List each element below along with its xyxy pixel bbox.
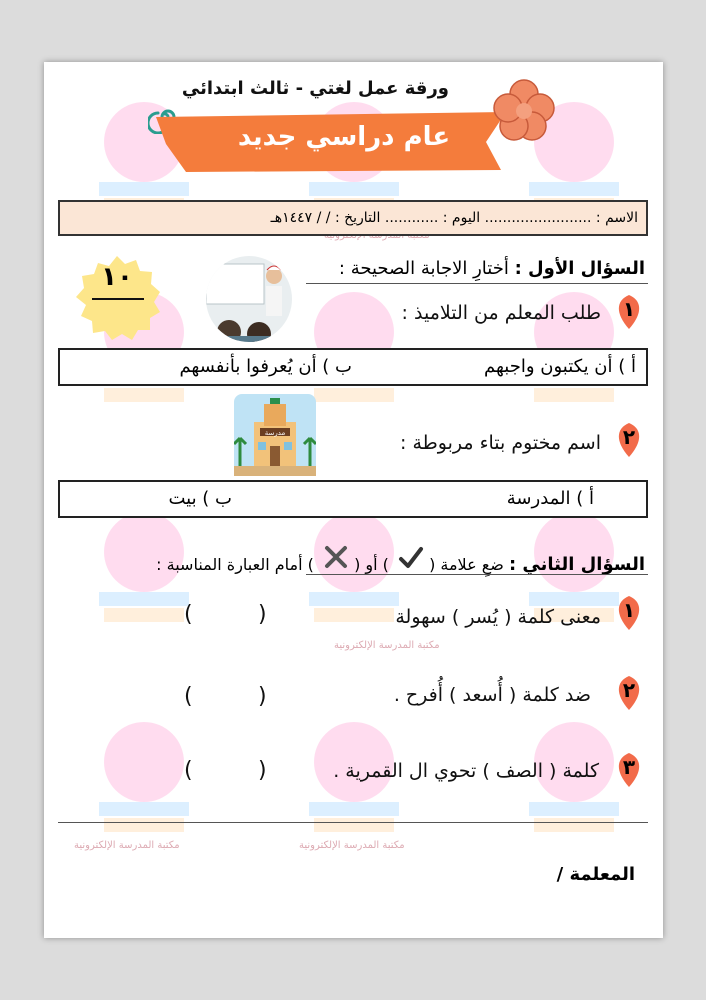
q2-item2-answer-open-paren[interactable]: ) (258, 684, 267, 709)
q1-item1-option-a[interactable]: أ ) أن يكتبون واجبهم (484, 356, 636, 377)
q2-item3-number: ٣ (622, 755, 636, 779)
watermark-books-icon (294, 502, 414, 652)
x-mark-icon (319, 544, 349, 574)
question1-header (339, 258, 645, 279)
worksheet-title: ورقة عمل لغتي - ثالث ابتدائي (181, 78, 449, 99)
question2-header (156, 544, 645, 575)
q2-item2-number: ٢ (622, 678, 636, 702)
score-value: ١٠ (101, 262, 133, 292)
question1-label: السؤال الأول : (514, 258, 645, 279)
q1-item2-option-a[interactable]: أ ) المدرسة (506, 488, 594, 509)
q2-item1-answer-close-paren: ( (184, 602, 193, 627)
q1-item2-number: ٢ (622, 425, 636, 449)
question2-label: السؤال الثاني : (508, 554, 645, 575)
q1-item2-choices (58, 480, 648, 518)
q2-item3-answer-open-paren[interactable]: ) (258, 758, 267, 783)
watermark-text: مكتبة المدرسة الإلكترونية (74, 840, 180, 851)
q2-item2-answer-close-paren: ( (184, 684, 193, 709)
score-fraction-line (92, 298, 144, 300)
teacher-classroom-image (204, 256, 294, 342)
q2-item3-answer-close-paren: ( (184, 758, 193, 783)
worksheet-page (44, 62, 663, 938)
question2-instruction-part2: ) أو ( (354, 555, 389, 574)
q1-item2-option-b[interactable]: ب ) بيت (168, 488, 232, 509)
question2-instruction-part3: ) أمام العبارة المناسبة : (156, 555, 314, 574)
student-info-box[interactable]: الاسم : ........................ اليوم : ............ التاريخ : / / ١٤٤٧هـ (58, 200, 648, 236)
q2-item2-text: ضد كلمة ( أُسعد ) أُفرح . (393, 684, 591, 706)
banner-title: عام دراسي جديد (237, 122, 451, 152)
check-mark-icon (394, 546, 424, 574)
q1-item2-text: اسم مختوم بتاء مربوطة : (400, 432, 601, 454)
watermark-text: مكتبة المدرسة الإلكترونية (334, 640, 440, 651)
watermark-text: مكتبة المدرسة الإلكترونية (299, 840, 405, 851)
q1-item1-text: طلب المعلم من التلاميذ : (401, 302, 601, 324)
q2-item1-text: معنى كلمة ( يُسر ) سهولة (395, 606, 601, 628)
question2-underline (306, 574, 648, 575)
q2-item1-number: ١ (622, 598, 636, 622)
school-sign-text: مدرسة (264, 429, 286, 437)
watermark-books-icon (84, 502, 204, 652)
footer-divider (58, 822, 648, 823)
flower-icon (492, 78, 556, 142)
q1-item1-number: ١ (622, 297, 636, 321)
question1-underline (306, 283, 648, 284)
q1-item1-option-b[interactable]: ب ) أن يُعرفوا بأنفسهم (179, 356, 352, 377)
q2-item3-text: كلمة ( الصف ) تحوي ال القمرية . (333, 760, 599, 782)
q1-item1-choices (58, 348, 648, 386)
question1-instruction: أختارِ الاجابة الصحيحة : (338, 258, 509, 279)
question2-instruction-part1: ضعِ علامة ( (429, 555, 504, 574)
teacher-signature-label: المعلمة / (556, 864, 635, 885)
q2-item1-answer-open-paren[interactable]: ) (258, 602, 267, 627)
